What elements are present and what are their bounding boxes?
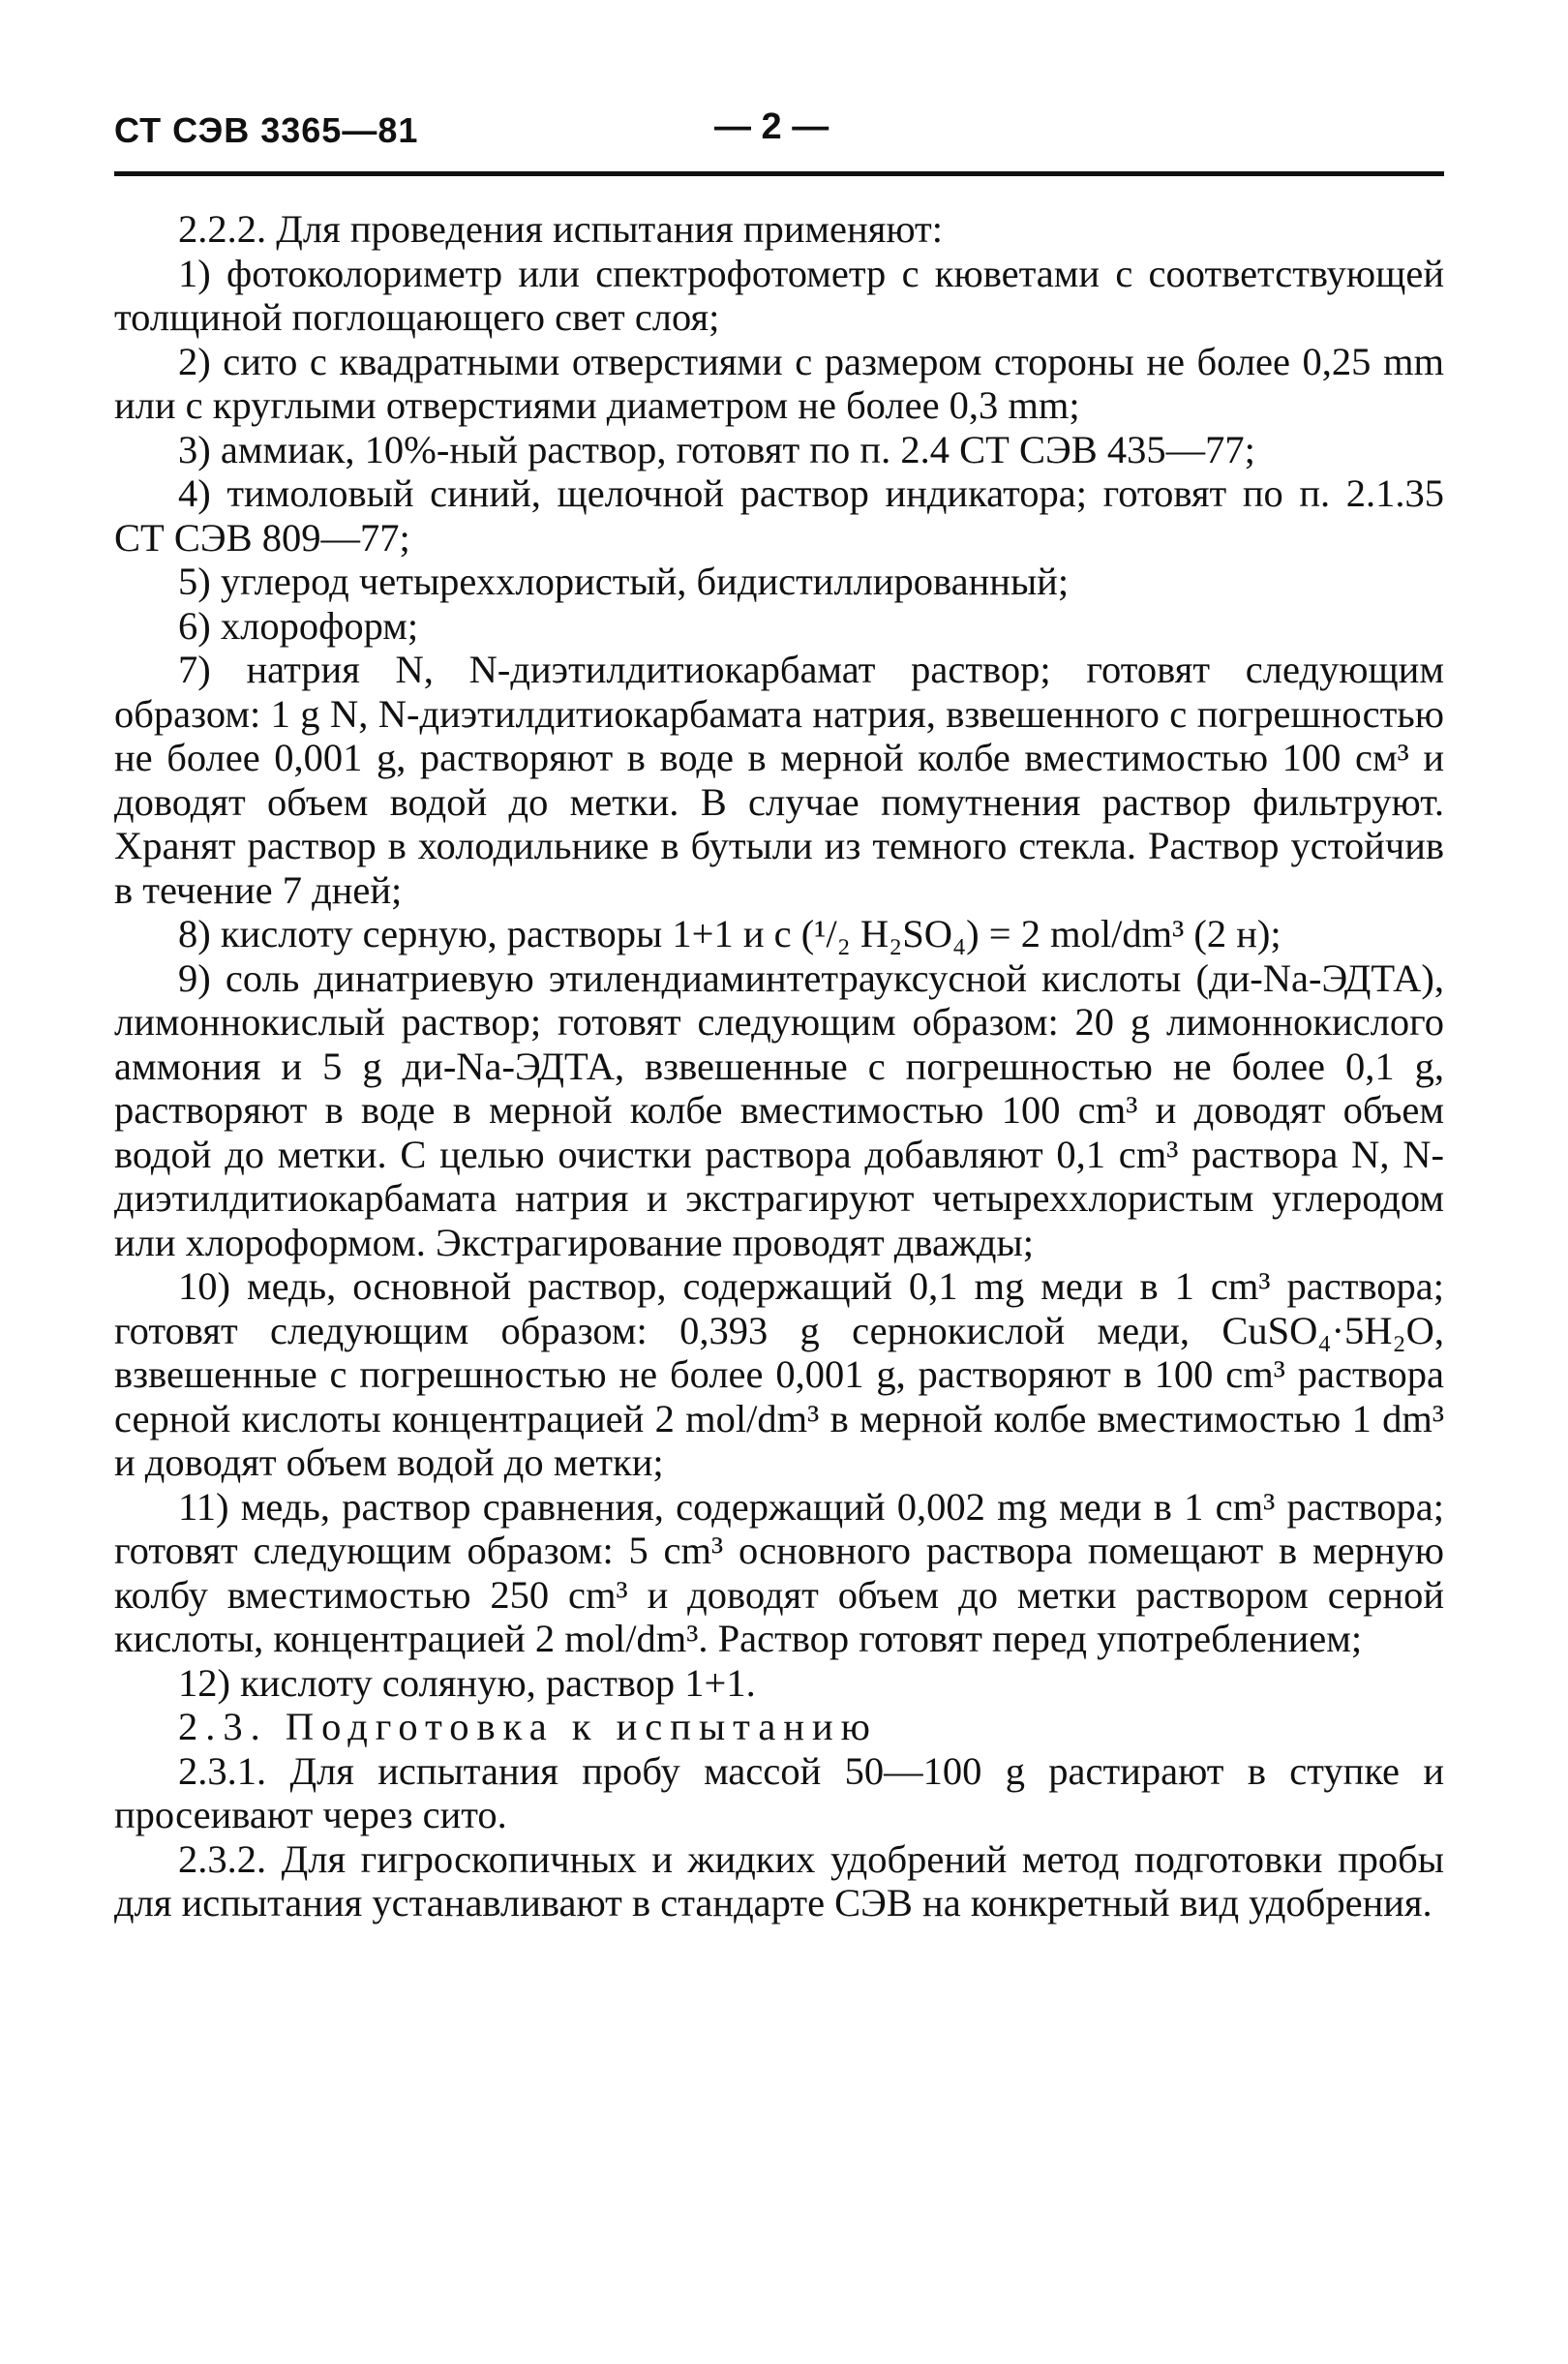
page-number: — 2 — xyxy=(714,106,829,147)
list-item-11: 11) медь, раствор сравнения, содержащий 0,002 mg меди в 1 cm³ раствора; готовят следующим образом: 5 cm³ основного раствора помещают в мерную колбу вместимостью 250 cm³ и доводят объем до метки раствором серной кислоты, концентрацией 2 mol/dm³. Раствор готовят перед употреблением; xyxy=(114,1484,1444,1660)
list-item-2: 2) сито с квадратными отверстиями с размером стороны не более 0,25 mm или с круглыми отверстиями диаметром не более 0,3 mm; xyxy=(114,339,1444,427)
list-item-9: 9) соль динатриевую этилендиаминтетрауксусной кислоты (ди-Na-ЭДТА), лимоннокислый раствор; готовят следующим образом: 20 g лимоннокислого аммония и 5 g ди-Na-ЭДТА, взвешенные с погрешностью не более 0,1 g, растворяют в воде в мерной колбе вместимостью 100 cm³ и доводят объем водой до метки. С целью очистки раствора добавляют 0,1 cm³ раствора N, N-диэтилдитиокарбамата натрия и экстрагируют четыреххлористым углеродом или хлороформом. Экстрагирование проводят дважды; xyxy=(114,955,1444,1264)
list-item-3: 3) аммиак, 10%-ный раствор, готовят по п. 2.4 СТ СЭВ 435—77; xyxy=(178,427,1255,471)
list-item-8: 8) кислоту серную, растворы 1+1 и c (¹/₂ H₂SO₄) = 2 mol/dm³ (2 н); xyxy=(178,912,1282,955)
header-rule xyxy=(114,171,1444,176)
list-item-12: 12) кислоту соляную, раствор 1+1. xyxy=(178,1660,756,1705)
document-code: СТ СЭВ 3365—81 xyxy=(114,110,419,150)
section-heading-2-3: 2.3. Подготовка к испытанию xyxy=(178,1705,878,1748)
list-item-7: 7) натрия N, N-диэтилдитиокарбамат раствор; готовят следующим образом: 1 g N, N-диэтилдитиокарбамата натрия, взвешенного с погрешностью не более 0,001 g, растворяют в воде в мерной колбе вместимостью 100 см³ и доводят объем водой до метки. В случае помутнения раствор фильтруют. Хранят раствор в холодильнике в бутыли из темного стекла. Раствор устойчив в течение 7 дней; xyxy=(114,648,1444,912)
paragraph-2-2-2: 2.2.2. Для проведения испытания применяют: xyxy=(178,207,944,251)
list-item-5: 5) углерод четыреххлористый, бидистиллированный; xyxy=(178,560,1070,603)
page-header xyxy=(114,106,1444,168)
list-item-10: 10) медь, основной раствор, содержащий 0,1 mg меди в 1 cm³ раствора; готовят следующим образом: 0,393 g сернокислой меди, CuSO₄·5H₂O, взвешенные с погрешностью не более 0,001 g, растворяют в 100 cm³ раствора серной кислоты концентрацией 2 mol/dm³ в мерной колбе вместимостью 1 dm³ и доводят объем водой до метки; xyxy=(114,1264,1444,1484)
list-item-1: 1) фотоколориметр или спектрофотометр с кюветами с соответствующей толщиной поглощающего свет слоя; xyxy=(114,251,1444,339)
list-item-6: 6) хлороформ; xyxy=(178,603,419,648)
list-item-4: 4) тимоловый синий, щелочной раствор индикатора; готовят по п. 2.1.35 СТ СЭВ 809—77; xyxy=(114,471,1444,560)
paragraph-2-3-2: 2.3.2. Для гигроскопичных и жидких удобрений метод подготовки пробы для испытания устанавливают в стандарте СЭВ на конкретный вид удобрения. xyxy=(114,1836,1444,1925)
document-body xyxy=(114,207,1444,1925)
paragraph-2-3-1: 2.3.1. Для испытания пробу массой 50—100 g растирают в ступке и просеивают через сито. xyxy=(114,1748,1444,1836)
